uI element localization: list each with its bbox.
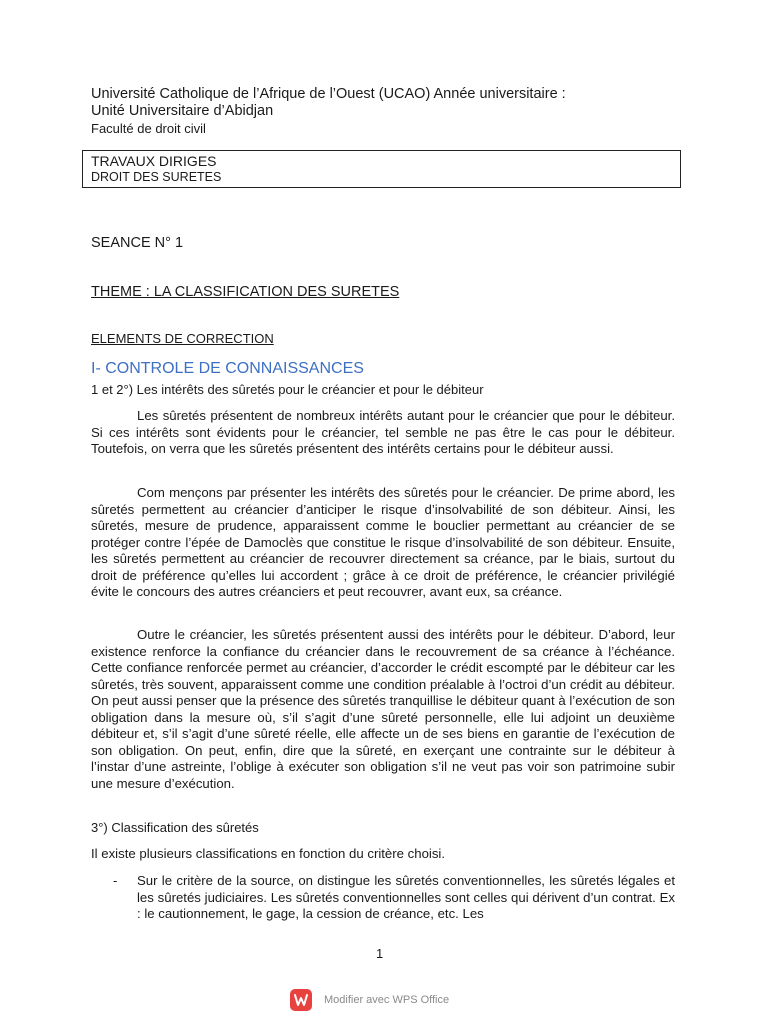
page-number: 1 [376,946,384,961]
header-university-line: Université Catholique de l’Afrique de l’Ouest (UCAO) Année universitaire : [91,86,566,102]
wps-logo-icon [290,989,312,1011]
header-faculty-line: Faculté de droit civil [91,121,206,136]
subheading-interets: 1 et 2°) Les intérêts des sûretés pour le créancier et pour le débiteur [91,382,484,397]
subheading-classification: 3°) Classification des sûretés [91,820,259,835]
course-type: TRAVAUX DIRIGES [91,153,217,169]
classification-intro: Il existe plusieurs classifications en fonction du critère choisi. [91,846,446,861]
theme-title: THEME : LA CLASSIFICATION DES SURETES [91,284,400,300]
course-title-box [82,150,681,188]
paragraph-creancier: Com mençons par présenter les intérêts des sûretés pour le créancier. De prime abord, les sûretés permettent au créancier d’anticiper le risque d’insolvabilité de son débiteur. Ainsi, les sûretés, mesure de prudence, apparaissent comme le bouclier permettant au créancier de se protéger contre l’épée de Damoclès que constitue le risque d’insolvabilité de son débiteur. Ensuite, les sûretés permettent au créancier de recouvrer directement sa créance, par le biais, surtout du droit de préférence qu’elles lui accordent ; grâce à ce droit de préférence, le créancier privilégié évite le concours des autres créanciers et peut recouvrer, avant eux, sa créance. [91,485,675,599]
bullet-dash: - [113,873,118,888]
section-heading-controle: I- CONTROLE DE CONNAISSANCES [91,360,364,377]
wps-edit-badge[interactable] [290,987,449,1013]
course-name: DROIT DES SURETES [91,170,222,184]
elements-de-correction: ELEMENTS DE CORRECTION [91,331,274,346]
seance-number: SEANCE N° 1 [91,235,184,251]
paragraph-debiteur: Outre le créancier, les sûretés présentent aussi des intérêts pour le débiteur. D’abord, leur existence renforce la confiance du créancier dans le recouvrement de sa créance à l’échéance. Cette confiance renforcée permet au créancier, d’accorder le crédit escompté par le débiteur car les sûretés, très souvent, apparaissent comme une condition préalable à l’octroi d’un crédit au débiteur. On peut aussi penser que la présence des sûretés tranquillise le débiteur quant à l’exécution de son obligation dans la mesure où, s’il s’agit d’une sûreté personnelle, elle lui adjoint un deuxième débiteur et, s’il s’agit d’une sûreté réelle, elle affecte un de ses biens en garantie de l’exécution de son obligation. On peut, enfin, dire que la sûreté, en exerçant une contrainte sur le débiteur à l’instar d’une astreinte, l’oblige à exécuter son obligation s’il ne veut pas voir son patrimoine subir une mesure d’exécution. [91,627,675,791]
university-header [91,86,691,137]
bullet-source-criterion: Sur le critère de la source, on distingue les sûretés conventionnelles, les sûretés légales et les sûretés judiciaires. Les sûretés conventionnelles sont celles qui dérivent d’un contrat. Ex : le cautionnement, le gage, la cession de créance, etc. Les [137,873,675,921]
wps-edit-label[interactable]: Modifier avec WPS Office [324,994,450,1006]
header-unit-line: Unité Universitaire d’Abidjan [91,103,274,119]
paragraph-intro: Les sûretés présentent de nombreux intérêts autant pour le créancier que pour le débiteur. Si ces intérêts sont évidents pour le créancier, tel semble ne pas être le cas pour le débiteur. Toutefois, on verra que les sûretés présentent des intérêts certains pour le débiteur aussi. [91,408,675,456]
